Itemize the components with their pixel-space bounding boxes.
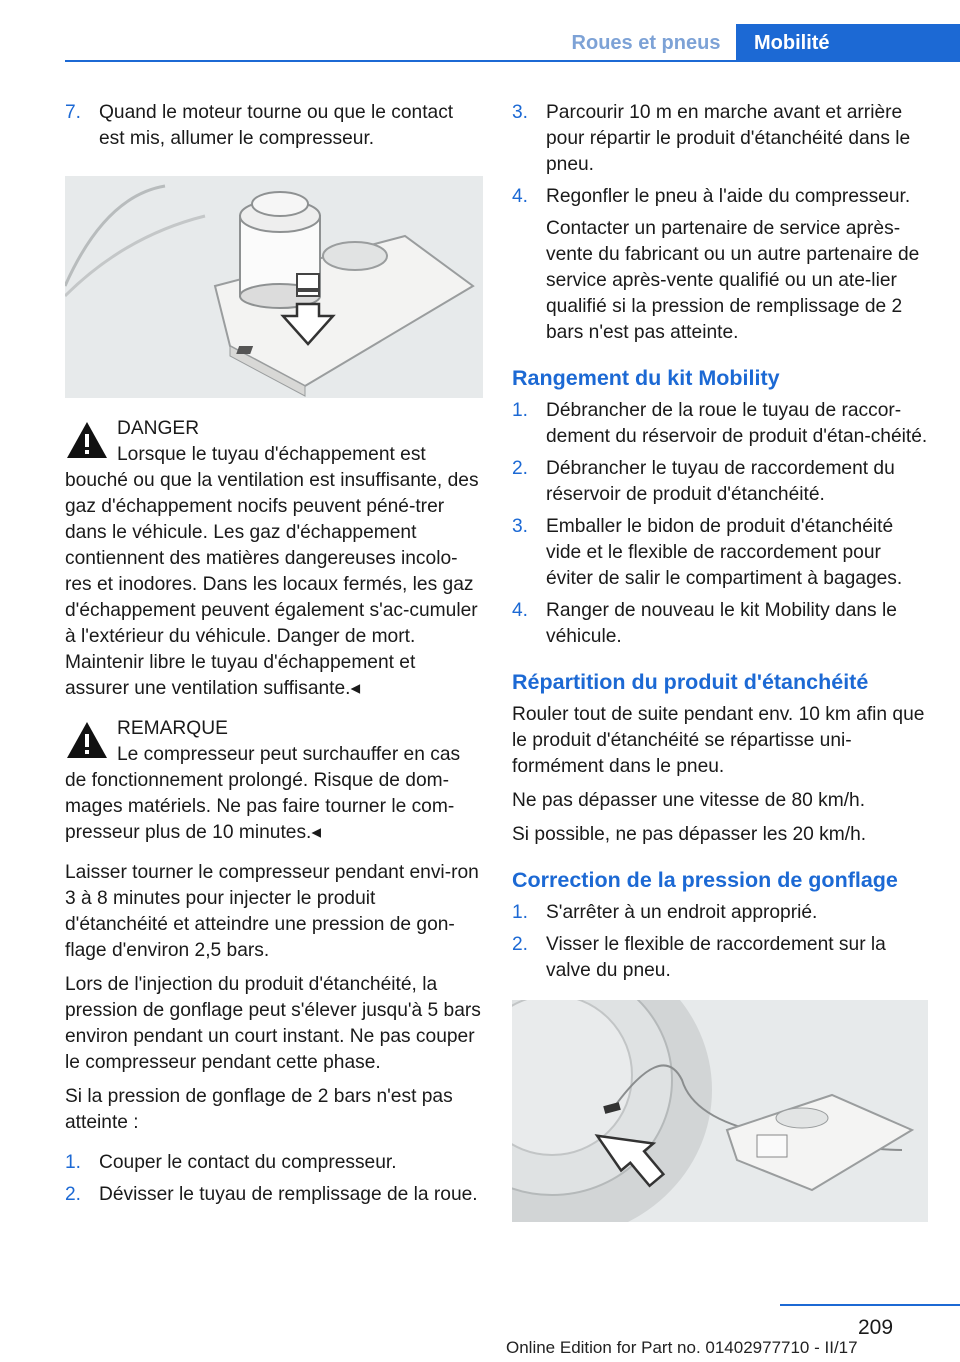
list-item [65,1182,483,1208]
danger-title: DANGER [117,418,200,439]
tire-illustration [512,1000,928,1222]
list-item [512,100,930,178]
page-number: 209 [858,1316,894,1339]
list-item [512,456,930,508]
step-number: 3. [512,102,529,123]
step-number: 1. [65,1152,82,1173]
paragraph: Rouler tout de suite pendant env. 10 km afin que le produit d'étanchéité se répartisse uni-formément dans le pneu. [512,704,925,777]
note-warning [65,716,483,846]
step-text: Visser le flexible de raccordement sur la valve du pneu. [546,934,886,981]
list-item [512,932,930,984]
note-text: de fonctionnement prolongé. Risque de dom-mages matériels. Ne pas faire tourner le com-presseur plus de 10 minutes.◂ [65,770,455,843]
step-text: Débrancher le tuyau de raccordement du réservoir de produit d'étanchéité. [546,458,895,505]
right-column [512,100,930,1240]
step-note: Contacter un partenaire de service après-vente du fabricant ou un autre partenaire de service après-vente qualifié ou un ate-lier qualifié si la pression de remplissage de 2 bars n'est pas atteinte. [546,218,920,343]
left-column [65,100,483,1214]
list-item [512,514,930,592]
step-text: Quand le moteur tourne ou que le contact est mis, allumer le compresseur. [99,102,454,149]
step-number: 3. [512,516,529,537]
note-line-1: Le compresseur peut surchauffer en cas [117,744,461,765]
step-number: 4. [512,600,529,621]
danger-text: bouché ou que la ventilation est insuffisante, des gaz d'échappement nocifs peuvent péné-trer dans le véhicule. Les gaz d'échappement contiennent des matières dangereuses incolo-res et inodores. Dans les locaux fermés, les gaz d'échappement peuvent également s'ac-cumuler à l'extérieur du véhicule. Danger de mort. Maintenir libre le tuyau d'échappement et assurer une ventilation suffisante.◂ [65,470,479,699]
step-number: 1. [512,902,529,923]
list-item [65,1150,483,1176]
paragraph: Lors de l'injection du produit d'étanchéité, la pression de gonflage peut s'élever jusqu'à 5 bars environ pendant un court instant. Ne pas couper le compresseur pendant cette phase. [65,974,481,1073]
step-text: S'arrêter à un endroit approprié. [546,902,818,923]
step-text: Débrancher de la roue le tuyau de raccor-dement du réservoir de produit d'étan-chéité. [546,400,928,447]
danger-line-1: Lorsque le tuyau d'échappement est [117,444,426,465]
edition-note: Online Edition for Part no. 01402977710 - II/17 [506,1338,858,1357]
tab-mobilite[interactable]: Mobilité [736,24,960,62]
step-text: Ranger de nouveau le kit Mobility dans le véhicule. [546,600,897,647]
compressor-illustration [65,176,483,398]
heading-storage: Rangement du kit Mobility [512,366,780,390]
warning-triangle-icon [65,720,109,760]
step-text: Emballer le bidon de produit d'étanchéité vide et le flexible de raccordement pour éviter de salir le compartiment à bagages. [546,516,903,589]
step-number: 4. [512,186,529,207]
step-number: 2. [65,1184,82,1205]
step-number: 2. [512,458,529,479]
step-text: Dévisser le tuyau de remplissage de la roue. [99,1184,478,1205]
tab-roues-et-pneus[interactable]: Roues et pneus [571,32,721,54]
step-text: Regonfler le pneu à l'aide du compresseur. [546,186,911,207]
compressor-photo [65,176,483,398]
heading-distribution: Répartition du produit d'étanchéité [512,670,869,694]
paragraph: Ne pas dépasser une vitesse de 80 km/h. [512,790,866,811]
header-rule [65,60,960,62]
list-item [512,900,930,926]
heading-correction: Correction de la pression de gonflage [512,868,898,892]
footer-rule [780,1304,960,1306]
list-item [512,184,930,210]
warning-triangle-icon [65,420,109,460]
list-item [65,100,483,152]
step-number: 7. [65,102,82,123]
step-text: Parcourir 10 m en marche avant et arrière pour répartir le produit d'étanchéité dans le pneu. [546,102,911,175]
tire-valve-photo [512,1000,928,1222]
note-title: REMARQUE [117,718,228,739]
step-number: 1. [512,400,529,421]
list-item [512,598,930,650]
step-text: Couper le contact du compresseur. [99,1152,397,1173]
paragraph: Si la pression de gonflage de 2 bars n'est pas atteinte : [65,1086,453,1133]
step-number: 2. [512,934,529,955]
list-item [512,398,930,450]
danger-warning [65,416,483,702]
paragraph: Laisser tourner le compresseur pendant envi-ron 3 à 8 minutes pour injecter le produit d'étanchéité et atteindre une pression de gon-flage d'environ 2,5 bars. [65,862,479,961]
paragraph: Si possible, ne pas dépasser les 20 km/h. [512,824,867,845]
